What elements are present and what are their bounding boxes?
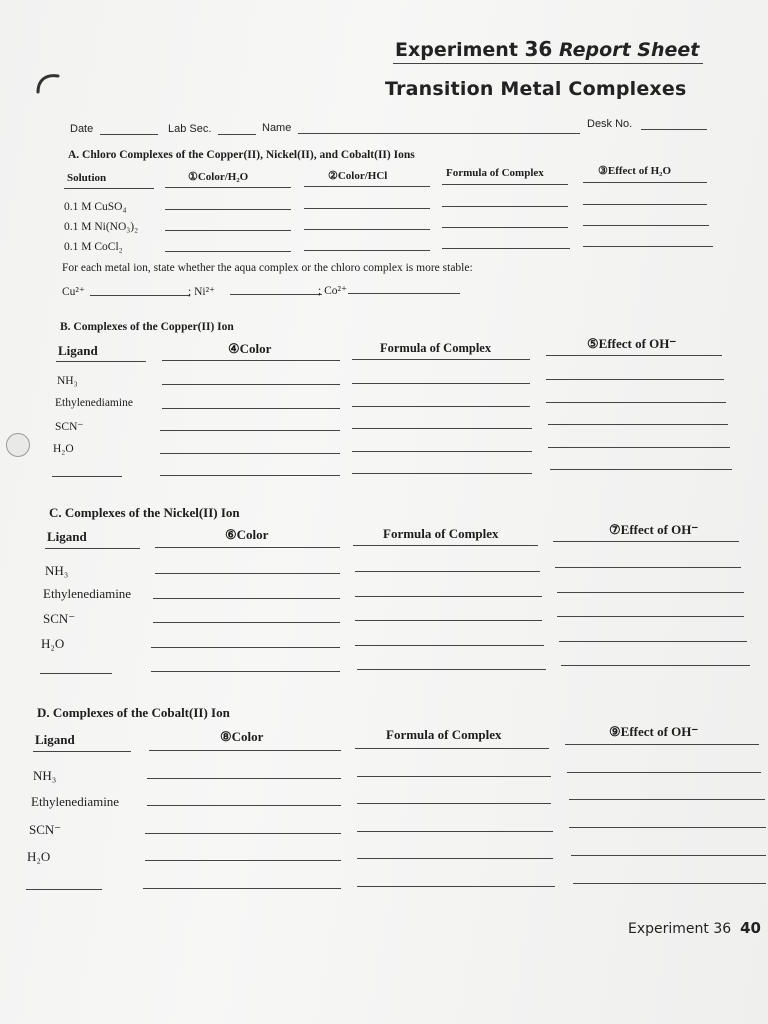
answer-blank[interactable] (160, 453, 340, 454)
section-b-row-h2o: H₂O (53, 443, 74, 455)
section-d-row-ethylenediamine: Ethylenediamine (31, 794, 120, 809)
desk-label: Desk No. (587, 118, 633, 130)
answer-blank[interactable] (357, 669, 546, 670)
section-d-header-rule (149, 750, 341, 751)
section-b-header-rule (352, 359, 530, 360)
title-underline (393, 63, 703, 64)
answer-blank[interactable] (442, 227, 568, 228)
section-d-row-h2o: H₂O (27, 849, 51, 864)
answer-blank[interactable] (162, 384, 340, 385)
title-suffix: Report Sheet (558, 39, 700, 61)
binder-arc-icon (32, 70, 62, 96)
title-prefix: Experiment (395, 39, 525, 61)
section-a-row-cuso4: 0.1 M CuSO₄ (64, 201, 127, 213)
page-number: 40 (740, 919, 761, 937)
page-footer (628, 919, 761, 937)
extra-ligand-blank[interactable] (52, 476, 122, 477)
answer-blank[interactable] (165, 251, 291, 252)
section-b-col-effect: ⑤Effect of OH⁻ (587, 336, 677, 351)
answer-blank[interactable] (355, 645, 544, 646)
section-d-header-rule (355, 748, 549, 749)
answer-blank[interactable] (583, 246, 713, 247)
section-a-col-formula: Formula of Complex (446, 167, 544, 179)
section-c-title: C. Complexes of the Nickel(II) Ion (49, 505, 240, 520)
labsec-field[interactable] (218, 134, 256, 135)
section-c-header-rule (155, 547, 340, 548)
section-c-row-h2o: H₂O (41, 636, 65, 651)
section-a-col-color-h2o: ①Color/H₂O (188, 171, 249, 183)
section-d-col-effect: ⑨Effect of OH⁻ (609, 724, 699, 739)
stability-prompt: For each metal ion, state whether the aqua complex or the chloro complex is more stable: (62, 262, 473, 274)
answer-blank[interactable] (160, 475, 340, 476)
answer-blank[interactable] (304, 250, 430, 251)
section-a-title: A. Chloro Complexes of the Copper(II), Nickel(II), and Cobalt(II) Ions (68, 149, 415, 161)
answer-blank[interactable] (546, 402, 726, 403)
section-d-header-rule (33, 751, 131, 752)
section-b-row-ethylenediamine: Ethylenediamine (55, 397, 133, 409)
answer-blank[interactable] (557, 616, 744, 617)
section-a-col-color-hcl: ②Color/HCl (328, 170, 388, 182)
answer-blank[interactable] (151, 647, 340, 648)
answer-blank[interactable] (147, 778, 341, 779)
punch-hole-icon (6, 433, 30, 457)
answer-blank[interactable] (143, 888, 341, 889)
answer-blank[interactable] (352, 406, 530, 407)
section-c-col-effect: ⑦Effect of OH⁻ (609, 522, 699, 537)
answer-blank[interactable] (583, 204, 707, 205)
section-c-header-rule (45, 548, 140, 549)
section-b-col-ligand: Ligand (58, 343, 98, 358)
extra-ligand-blank[interactable] (40, 673, 112, 674)
answer-blank[interactable] (355, 620, 542, 621)
answer-blank[interactable] (569, 827, 766, 828)
answer-blank[interactable] (559, 641, 747, 642)
section-c-header-rule (353, 545, 538, 546)
answer-blank[interactable] (352, 383, 530, 384)
stability-cu-field[interactable] (90, 295, 190, 296)
answer-blank[interactable] (151, 671, 340, 672)
answer-blank[interactable] (357, 803, 551, 804)
answer-blank[interactable] (355, 596, 542, 597)
section-b-title: B. Complexes of the Copper(II) Ion (60, 321, 234, 333)
section-c-col-formula: Formula of Complex (383, 526, 499, 541)
section-c-row-ethylenediamine: Ethylenediamine (43, 586, 132, 601)
section-b-row-scn: SCN⁻ (55, 421, 84, 433)
extra-ligand-blank[interactable] (26, 889, 102, 890)
answer-blank[interactable] (355, 571, 540, 572)
footer-label: Experiment 36 (628, 921, 732, 937)
answer-blank[interactable] (357, 886, 555, 887)
answer-blank[interactable] (557, 592, 744, 593)
section-d-header-rule (565, 744, 759, 745)
answer-blank[interactable] (352, 428, 532, 429)
answer-blank[interactable] (357, 831, 553, 832)
answer-blank[interactable] (550, 469, 732, 470)
section-a-col-effect-h2o: ③Effect of H₂O (598, 165, 672, 177)
answer-blank[interactable] (567, 772, 761, 773)
answer-blank[interactable] (555, 567, 741, 568)
answer-blank[interactable] (561, 665, 750, 666)
section-b-col-formula: Formula of Complex (380, 341, 492, 355)
section-c-row-nh3: NH₃ (45, 563, 69, 578)
answer-blank[interactable] (147, 805, 341, 806)
stability-ni-field[interactable] (230, 294, 322, 295)
section-d-col-color: ⑧Color (220, 729, 264, 744)
section-a-header-rule (583, 182, 707, 183)
answer-blank[interactable] (304, 229, 430, 230)
report-title (395, 37, 699, 61)
section-c-col-color: ⑥Color (225, 527, 269, 542)
section-a-header-rule (64, 188, 154, 189)
section-a-header-rule (442, 184, 568, 185)
section-d-row-nh3: NH₃ (33, 768, 57, 783)
answer-blank[interactable] (442, 206, 568, 207)
answer-blank[interactable] (162, 408, 340, 409)
answer-blank[interactable] (165, 209, 291, 210)
name-field[interactable] (298, 133, 580, 134)
date-label: Date (70, 123, 94, 135)
labsec-label: Lab Sec. (168, 123, 212, 135)
answer-blank[interactable] (357, 776, 551, 777)
answer-blank[interactable] (352, 473, 532, 474)
stability-co-label: ; Co²⁺ (318, 285, 348, 297)
section-c-header-rule (553, 541, 739, 542)
answer-blank[interactable] (145, 860, 341, 861)
section-a-row-cocl2: 0.1 M CoCl₂ (64, 241, 123, 253)
answer-blank[interactable] (569, 799, 765, 800)
section-c-row-scn: SCN⁻ (43, 611, 76, 626)
answer-blank[interactable] (153, 622, 340, 623)
stability-co-field[interactable] (348, 293, 460, 294)
answer-blank[interactable] (548, 447, 730, 448)
section-b-row-nh3: NH₃ (57, 375, 78, 387)
desk-field[interactable] (641, 129, 707, 130)
answer-blank[interactable] (357, 858, 553, 859)
answer-blank[interactable] (153, 598, 340, 599)
section-d-title: D. Complexes of the Cobalt(II) Ion (37, 705, 230, 720)
answer-blank[interactable] (583, 225, 709, 226)
name-label: Name (262, 122, 292, 134)
section-d-col-ligand: Ligand (35, 732, 75, 747)
section-b-header-rule (56, 361, 146, 362)
answer-blank[interactable] (155, 573, 340, 574)
stability-ni-label: ; Ni²⁺ (188, 286, 216, 298)
section-a-header-rule (165, 187, 291, 188)
section-a-row-nino3: 0.1 M Ni(NO₃)₂ (64, 221, 139, 233)
section-b-col-color: ④Color (228, 341, 272, 356)
section-c-col-ligand: Ligand (47, 529, 87, 544)
section-b-header-rule (162, 360, 340, 361)
answer-blank[interactable] (546, 379, 724, 380)
answer-blank[interactable] (304, 208, 430, 209)
answer-blank[interactable] (548, 424, 728, 425)
answer-blank[interactable] (442, 248, 570, 249)
section-b-header-rule (546, 355, 722, 356)
section-a-col-solution: Solution (67, 172, 107, 184)
answer-blank[interactable] (165, 230, 291, 231)
stability-cu-label: Cu²⁺ (62, 286, 85, 298)
report-subtitle: Transition Metal Complexes (385, 78, 687, 100)
date-field[interactable] (100, 134, 158, 135)
answer-blank[interactable] (352, 451, 532, 452)
section-d-col-formula: Formula of Complex (386, 727, 502, 742)
answer-blank[interactable] (571, 855, 766, 856)
answer-blank[interactable] (160, 430, 340, 431)
answer-blank[interactable] (573, 883, 766, 884)
section-d-row-scn: SCN⁻ (29, 822, 62, 837)
answer-blank[interactable] (145, 833, 341, 834)
section-a-header-rule (304, 186, 430, 187)
title-number: 36 (524, 37, 553, 61)
